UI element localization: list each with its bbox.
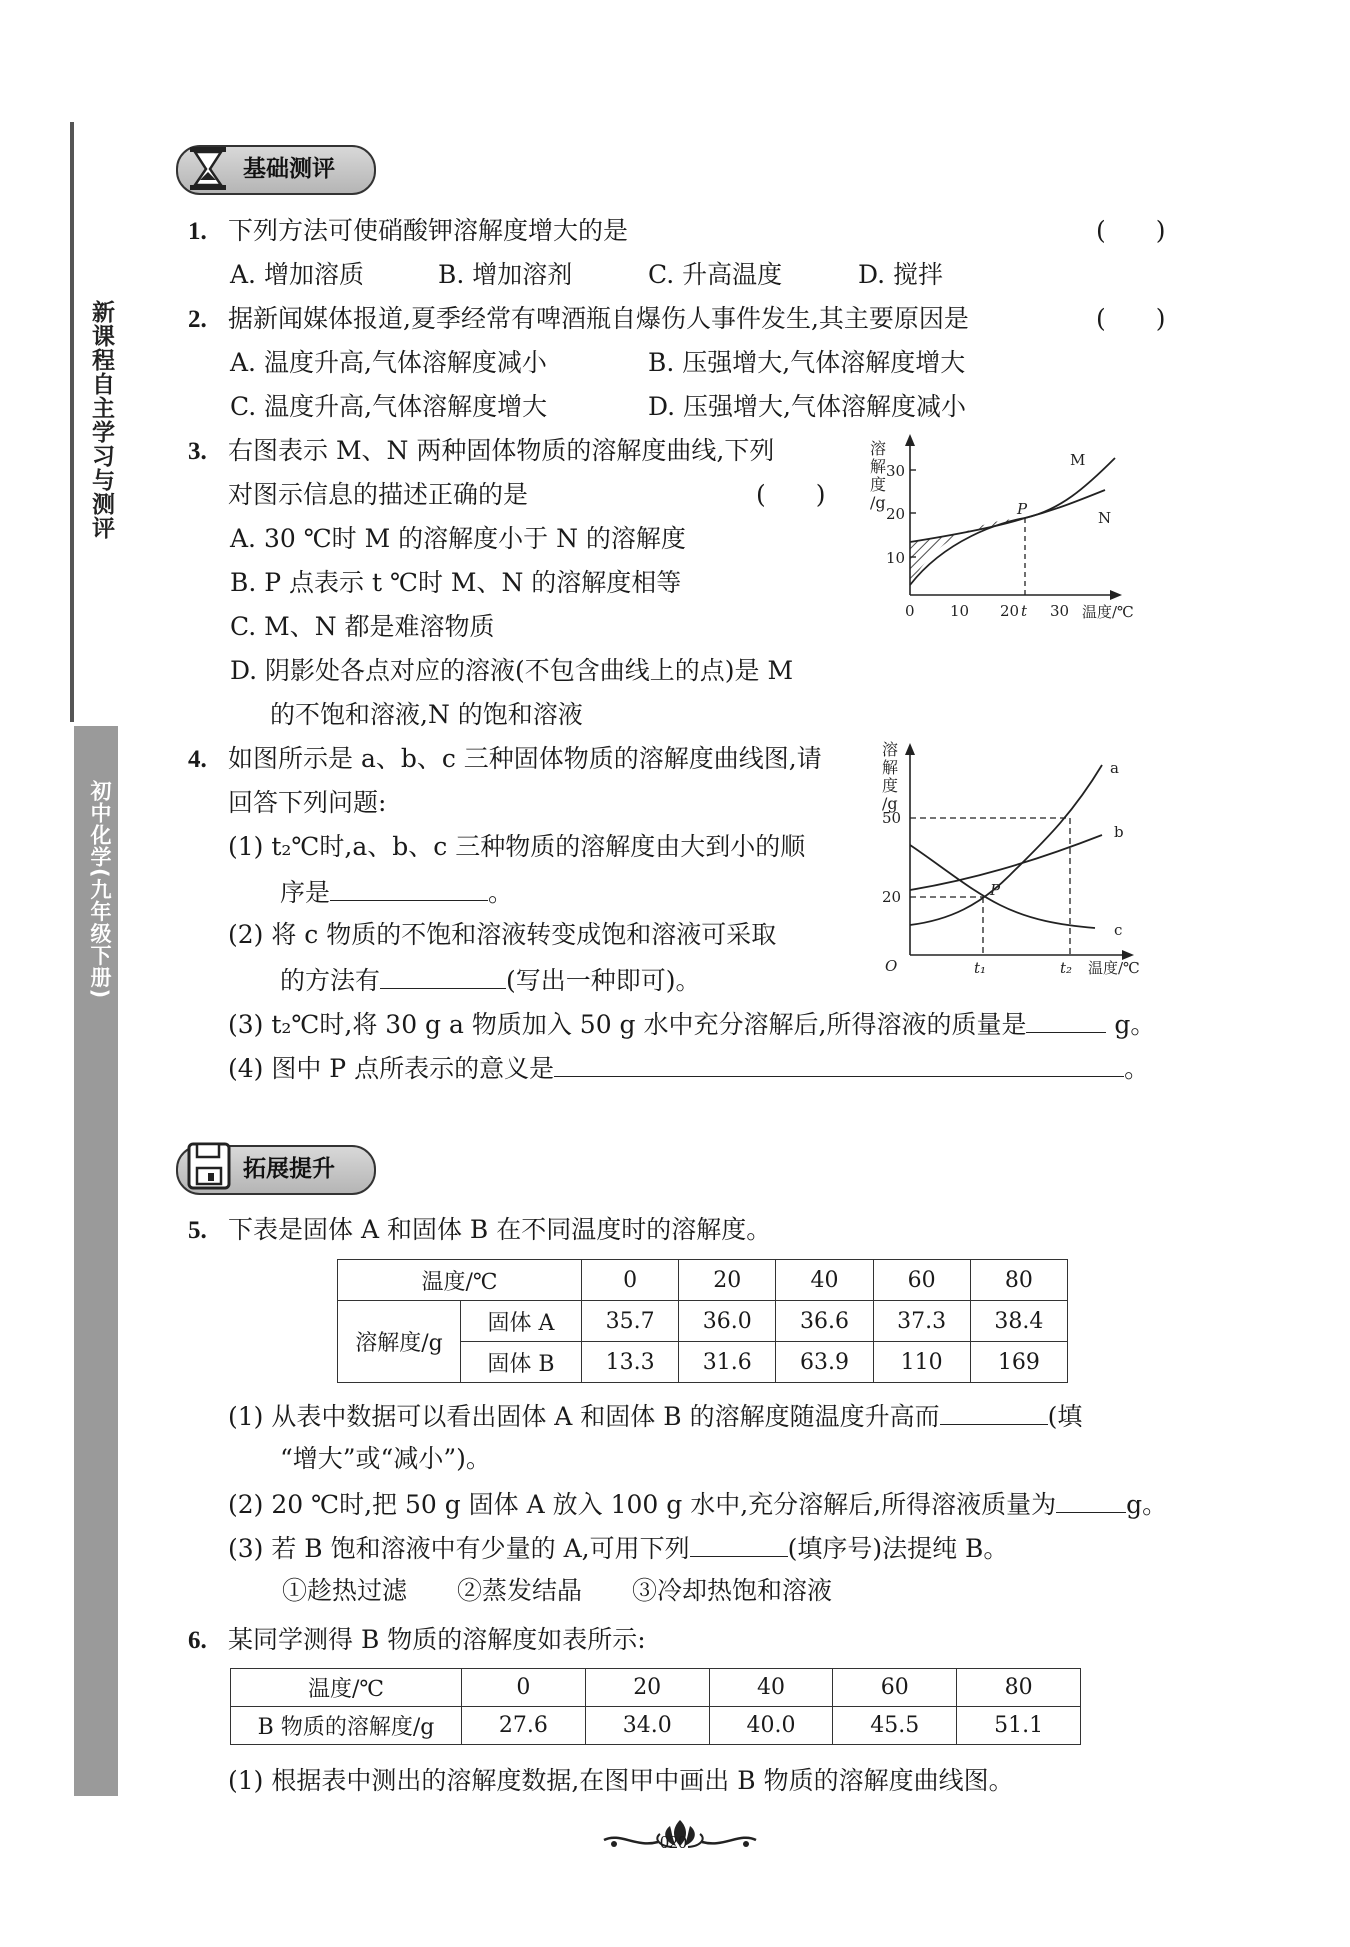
q2-option-a: A. 温度升高,气体溶解度减小 — [230, 348, 547, 377]
q4-label-a: a — [1110, 759, 1119, 777]
q4-ylabel-0: 溶 — [882, 740, 899, 759]
q5-rowA-0: 35.7 — [582, 1301, 679, 1342]
q4-ylabel-2: 度 — [882, 776, 899, 795]
q4-sub2-blank[interactable] — [380, 962, 506, 989]
q4-curve-c — [910, 845, 1095, 928]
q3-answer-paren: ( ) — [756, 480, 826, 509]
q6-sub1: (1) 根据表中测出的溶解度数据,在图甲中画出 B 物质的溶解度曲线图。 — [228, 1766, 1014, 1795]
q6-temp-60: 60 — [833, 1669, 957, 1707]
q6-temp-80: 80 — [957, 1669, 1081, 1707]
q5-rowB-label: 固体 B — [461, 1342, 582, 1383]
q5-sub1-line2: “增大”或“减小”)。 — [280, 1444, 491, 1473]
q3-option-d-line2: 的不饱和溶液,N 的饱和溶液 — [270, 700, 583, 729]
q5-sub3-blank[interactable] — [690, 1530, 788, 1557]
q6-temp-header: 温度/℃ — [231, 1669, 462, 1707]
sidebar-subject-label: 初中化学(九年级下册) — [88, 780, 112, 1000]
q4-solubility-figure — [870, 735, 1160, 995]
q6-temp-0: 0 — [462, 1669, 586, 1707]
q5-sub2-blank[interactable] — [1056, 1486, 1126, 1513]
q3-label-M: M — [1070, 451, 1086, 469]
q5-rowA-40: 36.6 — [776, 1301, 873, 1342]
q5-sub3: (3) 若 B 饱和溶液中有少量的 A,可用下列 (填序号)法提纯 B。 — [228, 1530, 1008, 1566]
q4-curve-b — [910, 835, 1102, 890]
q6-value-20: 34.0 — [585, 1707, 709, 1745]
q4-sub2-line1: (2) 将 c 物质的不饱和溶液转变成饱和溶液可采取 — [228, 920, 777, 949]
q6-row-label: B 物质的溶解度/g — [231, 1707, 462, 1745]
table-row — [231, 1707, 1081, 1745]
q2-stem: 据新闻媒体报道,夏季经常有啤酒瓶自爆伤人事件发生,其主要原因是 — [228, 304, 969, 333]
q2-number: 2. — [188, 306, 207, 333]
q5-number: 5. — [188, 1217, 207, 1244]
q3-xlabel: 温度/℃ — [1082, 603, 1134, 621]
q5-sub2: (2) 20 ℃时,把 50 g 固体 A 放入 100 g 水中,充分溶解后,所得溶液质量为 g。 — [228, 1486, 1167, 1522]
q5-temp-20: 20 — [679, 1260, 776, 1301]
q5-rowB-80: 169 — [970, 1342, 1067, 1383]
q6-stem: 某同学测得 B 物质的溶解度如表所示: — [228, 1625, 646, 1654]
q2-option-d: D. 压强增大,气体溶解度减小 — [648, 392, 966, 421]
q6-value-40: 40.0 — [709, 1707, 833, 1745]
q4-label-b: b — [1114, 823, 1124, 841]
q3-xtick-20: 20 — [1000, 602, 1020, 620]
q5-rowB-60: 110 — [873, 1342, 970, 1383]
q5-stem: 下表是固体 A 和固体 B 在不同温度时的溶解度。 — [228, 1215, 772, 1244]
q2-option-c: C. 温度升高,气体溶解度增大 — [230, 392, 548, 421]
q5-temp-header: 温度/℃ — [338, 1260, 582, 1301]
q5-rowA-label: 固体 A — [461, 1301, 582, 1342]
q1-option-b: B. 增加溶剂 — [438, 260, 573, 289]
q4-ylabel-1: 解 — [882, 758, 899, 777]
q3-ytick-30: 30 — [886, 462, 906, 480]
q3-option-d-line1: D. 阴影处各点对应的溶液(不包含曲线上的点)是 M — [230, 656, 794, 685]
q5-rowA-20: 36.0 — [679, 1301, 776, 1342]
q3-stem-line2: 对图示信息的描述正确的是 — [228, 480, 529, 509]
q6-solubility-table — [230, 1668, 1081, 1745]
q3-ytick-10: 10 — [886, 549, 906, 567]
table-row — [338, 1260, 1068, 1301]
q1-number: 1. — [188, 218, 207, 245]
q3-ylabel-2: 度 — [870, 475, 887, 494]
table-row — [231, 1669, 1081, 1707]
q6-value-80: 51.1 — [957, 1707, 1081, 1745]
q3-ylabel-3: /g — [870, 493, 886, 512]
q4-xtick-t1: t₁ — [974, 959, 987, 977]
q4-sub1-blank[interactable] — [330, 874, 488, 901]
q3-ylabel-1: 解 — [870, 457, 887, 476]
floppy-disk-icon — [186, 1140, 234, 1194]
q4-xtick-t2: t₂ — [1060, 959, 1073, 977]
q3-point-P: P — [1017, 500, 1028, 518]
section-title-basic: 基础测评 — [243, 156, 335, 182]
q3-stem-line1: 右图表示 M、N 两种固体物质的溶解度曲线,下列 — [228, 436, 775, 465]
q4-ylabel-3: /g — [882, 794, 898, 813]
q3-xtick-10: 10 — [950, 602, 970, 620]
q1-option-a: A. 增加溶质 — [230, 260, 364, 289]
q4-ytick-50: 50 — [882, 809, 902, 827]
q3-number: 3. — [188, 438, 207, 465]
q3-shaded-region — [910, 518, 1025, 585]
q5-temp-60: 60 — [873, 1260, 970, 1301]
q3-ylabel-0: 溶 — [870, 439, 887, 458]
q4-stem-line1: 如图所示是 a、b、c 三种固体物质的溶解度曲线图,请 — [228, 744, 822, 773]
sidebar-book-title: 新课程自主学习与测评 — [88, 300, 114, 540]
q4-label-c: c — [1114, 921, 1123, 939]
q5-choices: ①趁热过滤 ②蒸发结晶 ③冷却热饱和溶液 — [282, 1576, 833, 1605]
q3-option-c: C. M、N 都是难溶物质 — [230, 612, 495, 641]
q1-option-c: C. 升高温度 — [648, 260, 783, 289]
q5-group-label: 溶解度/g — [338, 1301, 461, 1383]
q3-xtick-0: 0 — [905, 602, 915, 620]
q6-temp-40: 40 — [709, 1669, 833, 1707]
q4-stem-line2: 回答下列问题: — [228, 788, 387, 817]
q4-sub1-line1: (1) t₂℃时,a、b、c 三种物质的溶解度由大到小的顺 — [228, 832, 806, 861]
q1-answer-paren: ( ) — [1096, 216, 1166, 245]
q4-sub4-blank[interactable] — [554, 1050, 1124, 1077]
q3-xtick-30: 30 — [1050, 602, 1070, 620]
q5-rowB-0: 13.3 — [582, 1342, 679, 1383]
hourglass-icon — [186, 144, 234, 194]
q5-sub1-blank[interactable] — [940, 1398, 1048, 1425]
q6-number: 6. — [188, 1627, 207, 1654]
q4-sub3: (3) t₂℃时,将 30 g a 物质加入 50 g 水中充分溶解后,所得溶液的质量是 g。 — [228, 1006, 1155, 1042]
q1-stem: 下列方法可使硝酸钾溶解度增大的是 — [228, 216, 629, 245]
q4-sub4: (4) 图中 P 点所表示的意义是 。 — [228, 1050, 1149, 1086]
q1-option-d: D. 搅拌 — [858, 260, 944, 289]
q5-solubility-table — [337, 1259, 1068, 1383]
q4-point-P: P — [990, 881, 1001, 899]
q3-x-axis-arrow — [1110, 590, 1122, 600]
q2-option-b: B. 压强增大,气体溶解度增大 — [648, 348, 966, 377]
q3-xtick-t: t — [1021, 602, 1028, 620]
q4-sub1-line2: 序是 。 — [280, 874, 513, 910]
q4-sub2-line2: 的方法有 (写出一种即可)。 — [280, 962, 701, 998]
q4-number: 4. — [188, 746, 207, 773]
q3-label-N: N — [1098, 509, 1112, 527]
q3-solubility-figure — [860, 430, 1160, 630]
q5-rowA-60: 37.3 — [873, 1301, 970, 1342]
q6-value-0: 27.6 — [462, 1707, 586, 1745]
q5-temp-40: 40 — [776, 1260, 873, 1301]
page-number: 020 — [660, 1832, 687, 1852]
q5-temp-80: 80 — [970, 1260, 1067, 1301]
q3-option-b: B. P 点表示 t ℃时 M、N 的溶解度相等 — [230, 568, 682, 597]
q4-y-axis-arrow — [905, 743, 915, 755]
q3-y-axis-arrow — [905, 434, 915, 446]
q5-rowB-40: 63.9 — [776, 1342, 873, 1383]
q2-answer-paren: ( ) — [1096, 304, 1166, 333]
q5-rowA-80: 38.4 — [970, 1301, 1067, 1342]
q3-curve-N — [910, 490, 1105, 542]
q5-sub1-line1: (1) 从表中数据可以看出固体 A 和固体 B 的溶解度随温度升高而 (填 — [228, 1398, 1082, 1434]
q3-ytick-20: 20 — [886, 505, 906, 523]
q4-sub3-blank[interactable] — [1026, 1006, 1106, 1033]
q6-value-60: 45.5 — [833, 1707, 957, 1745]
q4-origin: O — [885, 957, 898, 975]
q5-temp-0: 0 — [582, 1260, 679, 1301]
q6-temp-20: 20 — [585, 1669, 709, 1707]
q5-rowB-20: 31.6 — [679, 1342, 776, 1383]
q4-xlabel: 温度/℃ — [1088, 959, 1140, 977]
section-title-extend: 拓展提升 — [243, 1156, 335, 1182]
q3-option-a: A. 30 ℃时 M 的溶解度小于 N 的溶解度 — [230, 524, 686, 553]
q4-ytick-20: 20 — [882, 888, 902, 906]
table-row — [338, 1301, 1068, 1342]
